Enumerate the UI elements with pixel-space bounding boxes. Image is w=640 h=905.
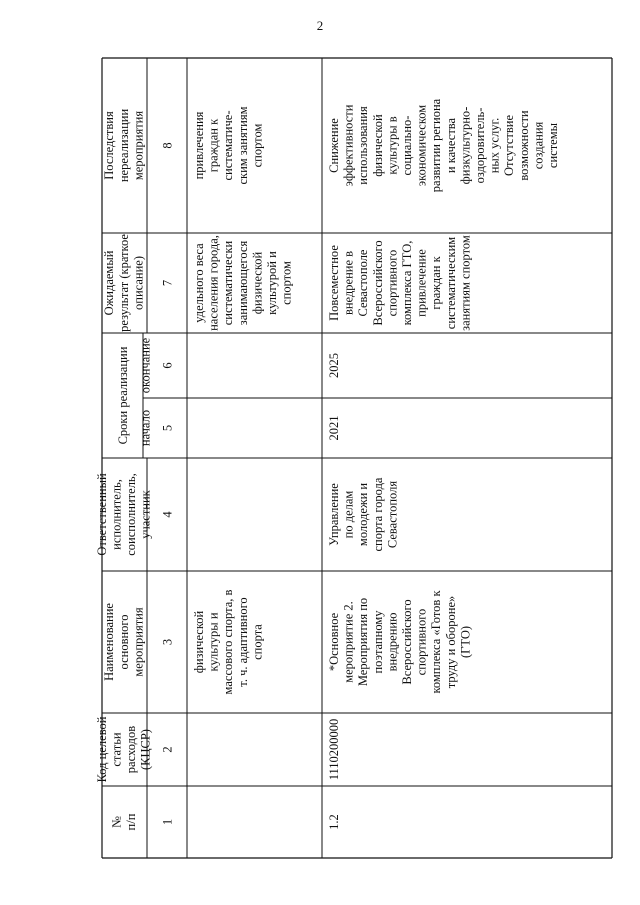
cell-line: 1.2 bbox=[327, 814, 341, 830]
cell-line: социально- bbox=[400, 115, 414, 176]
row-2-c8 bbox=[327, 98, 560, 192]
cell-line: спорта bbox=[250, 624, 265, 660]
page-number: 2 bbox=[316, 18, 324, 33]
cell-line: (ГТО) bbox=[458, 625, 473, 659]
cell-line: Отсутствие bbox=[502, 114, 517, 177]
cell-line: комплекса ГТО, bbox=[400, 240, 414, 326]
rotated-table-container bbox=[94, 58, 612, 863]
header-c5: начало bbox=[138, 409, 153, 447]
column-number-5: 5 bbox=[160, 424, 175, 432]
header-c8-line: мероприятия bbox=[131, 110, 146, 181]
cell-line: *Основное bbox=[327, 612, 341, 672]
header-c1-line: п/п bbox=[124, 813, 139, 831]
cell-line: физкультурно- bbox=[458, 106, 473, 185]
column-number-3: 3 bbox=[160, 638, 175, 646]
column-number-6: 6 bbox=[160, 362, 175, 369]
cell-line: комплекса «Готов к bbox=[429, 590, 444, 694]
cell-line: спортивного bbox=[414, 608, 429, 676]
cell-line: Повсеместное bbox=[327, 245, 341, 321]
row-1-c3 bbox=[192, 589, 264, 694]
row-1-c8 bbox=[192, 106, 264, 184]
cell-line: Всероссийского bbox=[370, 240, 385, 326]
cell-line: Севастополя bbox=[385, 480, 400, 549]
header-c2 bbox=[95, 716, 153, 782]
header-c4-line: исполнитель, bbox=[109, 479, 124, 550]
cell-line: по делам bbox=[341, 490, 356, 539]
cell-line: занимающегося bbox=[235, 240, 250, 326]
header-c3 bbox=[102, 603, 145, 681]
cell-line: физической bbox=[192, 610, 206, 674]
header-c2-line: статьи bbox=[109, 732, 124, 767]
cell-line: создания bbox=[531, 121, 546, 170]
header-c7-line: описание) bbox=[131, 256, 146, 310]
cell-line: эффективности bbox=[341, 104, 356, 187]
cell-line: внедрению bbox=[385, 612, 400, 672]
header-c4-line: соисполнитель, bbox=[124, 473, 139, 556]
row-2-c1 bbox=[327, 814, 341, 830]
column-number-8: 8 bbox=[160, 142, 175, 149]
cell-line: занятиям спортом bbox=[458, 235, 473, 331]
cell-line: привлечения bbox=[192, 111, 206, 180]
cell-line: системы bbox=[546, 122, 560, 169]
cell-line: систематическим bbox=[443, 236, 458, 330]
cell-line: систематиче- bbox=[221, 110, 236, 181]
header-c2-line: Код целевой bbox=[94, 716, 109, 783]
cell-line: ским занятиям bbox=[235, 106, 250, 185]
cell-line: спорта города bbox=[370, 477, 385, 552]
cell-line: Севастополе bbox=[356, 249, 371, 317]
header-c4 bbox=[95, 473, 153, 556]
header-c6: окончание bbox=[138, 337, 153, 394]
row-2-c2 bbox=[327, 719, 341, 781]
cell-line: 2021 bbox=[327, 415, 341, 441]
header-c4-line: участник bbox=[138, 490, 153, 539]
cell-line: культуры в bbox=[385, 116, 400, 175]
header-c3-line: основного bbox=[116, 614, 131, 670]
cell-line: культуры и bbox=[206, 612, 221, 672]
header-c7-line: результат (краткое bbox=[116, 234, 131, 332]
cell-line: массового спорта, в bbox=[221, 589, 236, 695]
column-number-2: 2 bbox=[160, 746, 175, 753]
header-c8-line: Последствия bbox=[102, 111, 117, 180]
row-2-c6 bbox=[327, 353, 341, 378]
row-2-c4 bbox=[327, 477, 399, 551]
cell-line: удельного веса bbox=[192, 243, 206, 323]
cell-line: физической bbox=[370, 114, 385, 177]
cell-line: поэтапному bbox=[370, 610, 385, 674]
header-c7-line: Ожидаемый bbox=[102, 250, 117, 316]
cell-line: мероприятие 2. bbox=[341, 601, 356, 683]
cell-line: 1110200000 bbox=[327, 718, 341, 781]
cell-line: физической bbox=[250, 251, 265, 315]
header-c7 bbox=[102, 234, 145, 332]
cell-line: граждан к bbox=[429, 256, 444, 310]
row-2-c5 bbox=[327, 416, 341, 441]
row-1-c7 bbox=[192, 235, 294, 331]
column-number-4: 4 bbox=[160, 511, 175, 518]
header-c1 bbox=[110, 813, 139, 830]
header-c4-line: Ответственный bbox=[94, 473, 109, 556]
cell-line: культурой и bbox=[265, 251, 279, 315]
header-c8 bbox=[102, 109, 145, 183]
cell-line: спортивного bbox=[385, 249, 400, 317]
cell-line: Мероприятия по bbox=[356, 597, 371, 687]
header-c3-line: Наименование bbox=[102, 603, 117, 681]
cell-line: привлечение bbox=[414, 249, 429, 317]
cell-line: оздоровитель- bbox=[473, 107, 487, 184]
cell-line: спортом bbox=[279, 261, 294, 305]
header-c2-line: (КЦСР) bbox=[138, 729, 153, 770]
column-number-7: 7 bbox=[160, 279, 175, 287]
header-c3-line: мероприятия bbox=[131, 607, 146, 677]
cell-line: молодежи и bbox=[356, 482, 371, 547]
row-2-c7 bbox=[327, 235, 472, 331]
cell-line: внедрение в bbox=[341, 250, 356, 316]
cell-line: использования bbox=[356, 106, 371, 185]
cell-line: ных услуг. bbox=[487, 117, 502, 174]
cell-line: и качества bbox=[443, 117, 458, 174]
column-number-1: 1 bbox=[160, 818, 175, 826]
rotated-table bbox=[94, 58, 612, 858]
cell-line: развитии региона bbox=[429, 98, 444, 193]
cell-line: Управление bbox=[327, 483, 341, 546]
header-c8-line: нереализации bbox=[116, 108, 131, 183]
cell-line: 2025 bbox=[327, 353, 341, 378]
cell-line: Снижение bbox=[327, 118, 341, 173]
cell-line: возможности bbox=[516, 110, 531, 181]
row-2-c3 bbox=[327, 590, 472, 694]
cell-line: систематически bbox=[221, 240, 236, 326]
cell-line: труду и обороне» bbox=[443, 595, 458, 689]
header-c1-line: № bbox=[109, 816, 124, 828]
cell-line: т. ч. адаптивного bbox=[235, 597, 250, 687]
cell-line: населения города, bbox=[206, 235, 221, 331]
header-c2-line: расходов bbox=[124, 725, 139, 774]
header-c56: Сроки реализации bbox=[115, 346, 130, 445]
table-text bbox=[95, 98, 560, 830]
cell-line: экономическом bbox=[414, 104, 429, 187]
cell-line: спортом bbox=[250, 123, 265, 168]
cell-line: граждан к bbox=[206, 118, 221, 173]
cell-line: Всероссийского bbox=[400, 599, 414, 685]
